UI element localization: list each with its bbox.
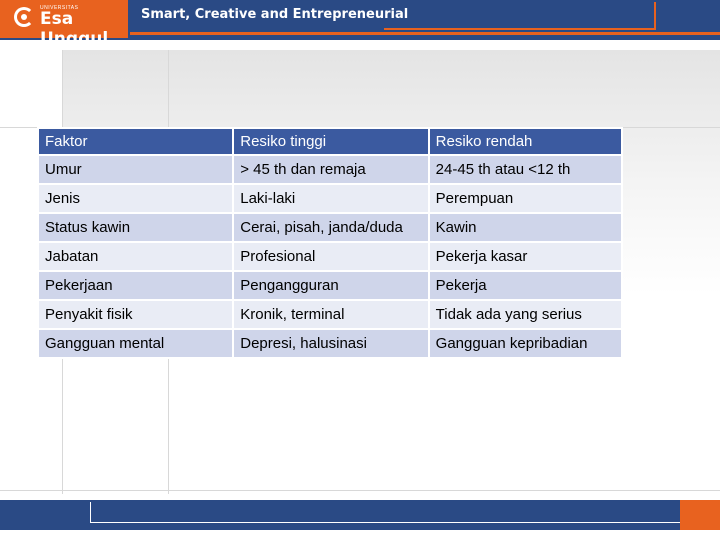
table-cell: Cerai, pisah, janda/duda — [233, 213, 428, 242]
footer-margin — [0, 530, 720, 540]
table-cell: Kawin — [429, 213, 622, 242]
logo-subtitle: UNIVERSITAS — [40, 5, 79, 11]
table-cell: Perempuan — [429, 184, 622, 213]
table-cell: Pengangguran — [233, 271, 428, 300]
table-cell: Status kawin — [38, 213, 233, 242]
column-header-factor: Faktor — [38, 128, 233, 155]
logo — [0, 0, 128, 49]
table-cell: Depresi, halusinasi — [233, 329, 428, 358]
table-row — [38, 184, 622, 213]
table-cell: Kronik, terminal — [233, 300, 428, 329]
table-cell: Gangguan mental — [38, 329, 233, 358]
table-cell: Jenis — [38, 184, 233, 213]
table-row — [38, 242, 622, 271]
table-cell: Pekerja — [429, 271, 622, 300]
table-cell: Laki-laki — [233, 184, 428, 213]
table-row — [38, 213, 622, 242]
table-cell: Tidak ada yang serius — [429, 300, 622, 329]
table-cell: Gangguan kepribadian — [429, 329, 622, 358]
table-cell: Penyakit fisik — [38, 300, 233, 329]
logo-icon — [14, 7, 34, 27]
table-row — [38, 329, 622, 358]
table-row — [38, 155, 622, 184]
table-cell: Jabatan — [38, 242, 233, 271]
table-cell: > 45 th dan remaja — [233, 155, 428, 184]
background-grid-line — [0, 490, 720, 491]
table-header-row — [38, 128, 622, 155]
table-cell: Umur — [38, 155, 233, 184]
header-decoration — [384, 2, 656, 30]
table-row — [38, 300, 622, 329]
column-header-low-risk: Resiko rendah — [429, 128, 622, 155]
logo-text: Esa Unggul — [40, 9, 109, 49]
header-accent-line — [130, 32, 720, 35]
tagline: Smart, Creative and Entrepreneurial — [141, 7, 409, 22]
column-header-high-risk: Resiko tinggi — [233, 128, 428, 155]
table-row — [38, 271, 622, 300]
footer-accent — [680, 500, 720, 530]
risk-factor-table — [37, 127, 623, 359]
table-cell: Profesional — [233, 242, 428, 271]
table-cell: 24-45 th atau <12 th — [429, 155, 622, 184]
table-cell: Pekerjaan — [38, 271, 233, 300]
footer-decoration — [90, 502, 681, 523]
table-cell: Pekerja kasar — [429, 242, 622, 271]
